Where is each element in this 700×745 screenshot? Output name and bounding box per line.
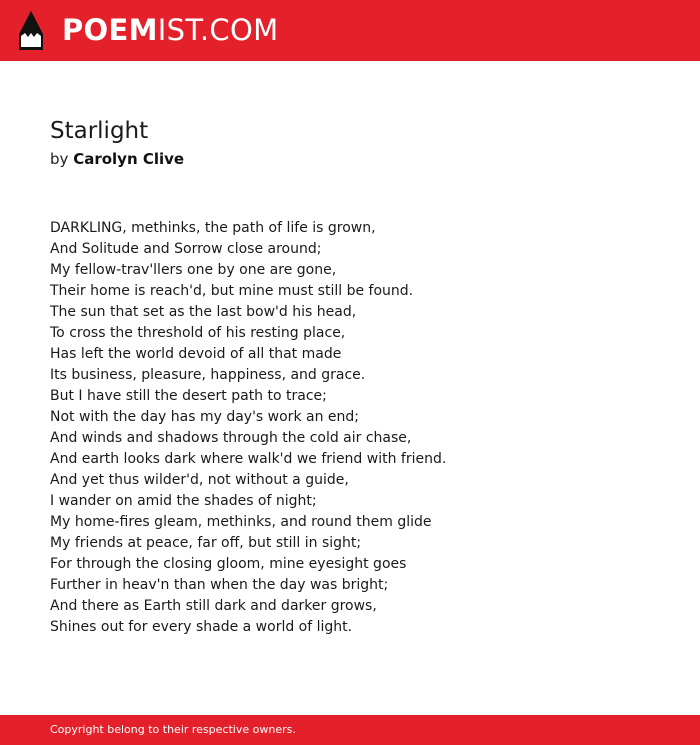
site-footer [0, 715, 700, 745]
site-header [0, 0, 700, 61]
author-name: Carolyn Clive [73, 150, 185, 168]
by-label: by [50, 150, 69, 168]
poem-line: For through the closing gloom, mine eyesight goes [50, 556, 407, 572]
poem-line: And yet thus wilder'd, not without a guide, [50, 472, 349, 488]
poem-line: My fellow-trav'llers one by one are gone, [50, 262, 337, 278]
byline [50, 148, 184, 170]
poem-line: And Solitude and Sorrow close around; [50, 241, 322, 257]
poem-line: DARKLING, methinks, the path of life is grown, [50, 220, 376, 236]
poem-line: Further in heav'n than when the day was bright; [50, 577, 389, 593]
poem-line: And there as Earth still dark and darker grows, [50, 598, 377, 614]
poem-line: Their home is reach'd, but mine must still be found. [50, 283, 414, 299]
pencil-tip-icon[interactable] [18, 10, 44, 51]
copyright-text: Copyright belong to their respective owners. [50, 723, 296, 736]
poem-line: To cross the threshold of his resting place, [50, 325, 346, 341]
logo-bold-text: POEM [62, 13, 158, 47]
poem-line: And earth looks dark where walk'd we friend with friend. [50, 451, 447, 467]
poem-line: The sun that set as the last bow'd his head, [50, 304, 357, 320]
poem-line: I wander on amid the shades of night; [50, 493, 317, 509]
poem-line: But I have still the desert path to trace; [50, 388, 327, 404]
site-logo[interactable] [62, 10, 278, 51]
poem-line: Not with the day has my day's work an end; [50, 409, 359, 425]
poem-title: Starlight [50, 118, 149, 144]
poem-line: Has left the world devoid of all that made [50, 346, 342, 362]
poem-line: And winds and shadows through the cold air chase, [50, 430, 412, 446]
poem-line: My friends at peace, far off, but still in sight; [50, 535, 362, 551]
poem-line: Its business, pleasure, happiness, and grace. [50, 367, 366, 383]
poem-body [50, 218, 670, 638]
poem-line: Shines out for every shade a world of light. [50, 619, 353, 635]
poem-line: My home-fires gleam, methinks, and round them glide [50, 514, 432, 530]
logo-light-text: IST.COM [157, 13, 279, 47]
